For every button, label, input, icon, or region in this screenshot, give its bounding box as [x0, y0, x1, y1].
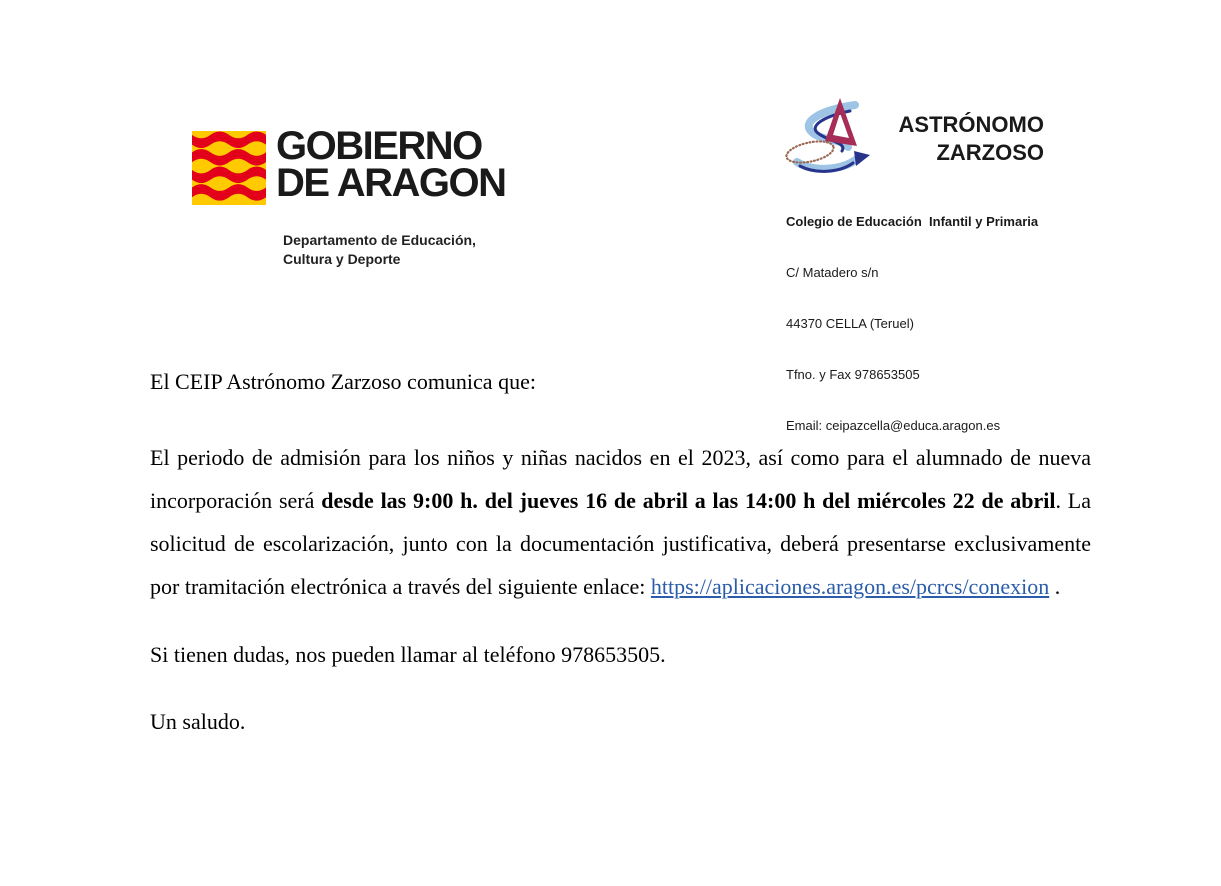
admission-dates-bold: desde las 9:00 h. del jueves 16 de abril a las 14:00 h del miércoles 22 de abril [321, 488, 1056, 513]
department-line1: Departamento de Educación, [283, 232, 476, 248]
gobierno-de-aragon-logo [192, 124, 506, 206]
phone-line: Si tienen dudas, nos pueden llamar al teléfono 978653505. [150, 642, 666, 667]
school-address-line: C/ Matadero s/n [786, 265, 879, 280]
school-logo-icon [783, 96, 875, 184]
school-address-line: Tfno. y Fax 978653505 [786, 367, 920, 382]
school-address-line: 44370 CELLA (Teruel) [786, 316, 914, 331]
intro-line: El CEIP Astrónomo Zarzoso comunica que: [150, 369, 536, 394]
aragon-flag-icon [192, 130, 266, 206]
school-address-line: Colegio de Educación Infantil y Primaria [786, 214, 1039, 229]
government-department [283, 231, 476, 269]
government-name [276, 124, 506, 205]
school-name [872, 111, 1044, 167]
admission-paragraph: El periodo de admisión para los niños y niñas nacidos en el 2023, así como para el alumnado de nueva incorporación será desde las 9:00 h. del jueves 16 de abril a las 14:00 h del miércoles 22 de abril. La solicitud de escolarización, junto con la documentación justificativa, deberá presentarse exclusivamente por tramitación electrónica a través del siguiente enlace: https://aplicaciones.aragon.es/pcrcs/conexion . [150, 445, 1092, 599]
enrollment-link[interactable]: https://aplicaciones.aragon.es/pcrcs/conexion [650, 574, 1050, 599]
department-line2: Cultura y Deporte [283, 251, 401, 267]
school-address-line: Email: ceipazcella@educa.aragon.es [786, 418, 1001, 433]
school-name-line2: ZARZOSO [936, 140, 1044, 165]
school-name-line1: ASTRÓNOMO [898, 112, 1044, 137]
government-name-line2: DE ARAGON [276, 161, 506, 205]
government-name-line1: GOBIERNO [276, 124, 482, 168]
closing-line: Un saludo. [150, 709, 246, 734]
letter-body [150, 360, 1091, 743]
